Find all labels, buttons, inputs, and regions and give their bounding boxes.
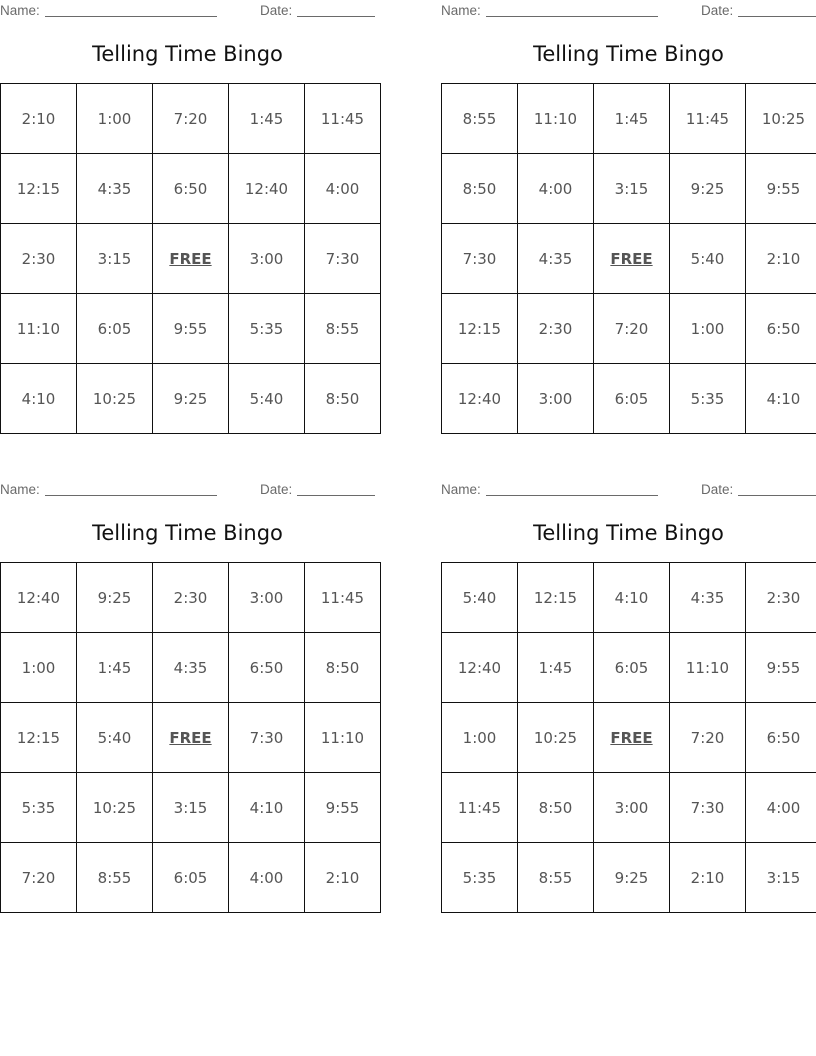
grid-cell: 5:40 (229, 364, 305, 434)
grid-cell: 5:40 (670, 224, 746, 294)
grid-cell: 6:05 (594, 364, 670, 434)
grid-cell: 9:55 (746, 633, 816, 703)
card-header (0, 0, 375, 20)
free-space-cell: FREE (153, 703, 229, 773)
grid-cell: 9:55 (305, 773, 381, 843)
grid-cell: 9:25 (670, 154, 746, 224)
grid-cell: 7:30 (442, 224, 518, 294)
grid-cell: 1:00 (77, 84, 153, 154)
grid-cell: 12:15 (442, 294, 518, 364)
grid-cell: 11:45 (670, 84, 746, 154)
bingo-card (0, 0, 375, 408)
grid-cell: 3:15 (77, 224, 153, 294)
grid-row (1, 364, 381, 434)
name-label: Name: (441, 482, 481, 497)
grid-cell: 1:00 (442, 703, 518, 773)
grid-cell: 3:00 (229, 224, 305, 294)
grid-cell: 6:50 (229, 633, 305, 703)
grid-row (1, 563, 381, 633)
grid-cell: 9:25 (77, 563, 153, 633)
date-label: Date: (701, 3, 734, 18)
grid-cell: 6:50 (153, 154, 229, 224)
grid-cell: 10:25 (77, 364, 153, 434)
grid-cell: 11:10 (670, 633, 746, 703)
name-label: Name: (441, 3, 481, 18)
grid-cell: 2:30 (746, 563, 816, 633)
date-line (297, 495, 375, 496)
grid-cell: 4:10 (229, 773, 305, 843)
grid-cell: 2:30 (153, 563, 229, 633)
grid-cell: 5:40 (442, 563, 518, 633)
grid-cell: 7:30 (229, 703, 305, 773)
grid-cell: 10:25 (77, 773, 153, 843)
grid-cell: 4:35 (518, 224, 594, 294)
grid-row (1, 224, 381, 294)
name-line (486, 16, 658, 17)
grid-cell: 12:15 (1, 154, 77, 224)
bingo-grid (441, 83, 816, 434)
grid-cell: 12:40 (1, 563, 77, 633)
grid-cell: 10:25 (518, 703, 594, 773)
grid-cell: 2:30 (518, 294, 594, 364)
grid-row (442, 633, 816, 703)
free-space-cell: FREE (594, 224, 670, 294)
grid-cell: 8:50 (305, 364, 381, 434)
grid-cell: 9:25 (594, 843, 670, 913)
bingo-card (0, 479, 375, 887)
grid-cell: 11:10 (518, 84, 594, 154)
grid-row (442, 224, 816, 294)
grid-cell: 9:25 (153, 364, 229, 434)
grid-cell: 1:00 (670, 294, 746, 364)
free-space-cell: FREE (153, 224, 229, 294)
date-line (738, 495, 816, 496)
grid-cell: 3:00 (518, 364, 594, 434)
grid-cell: 7:20 (153, 84, 229, 154)
grid-cell: 2:10 (305, 843, 381, 913)
grid-cell: 8:50 (442, 154, 518, 224)
grid-cell: 11:10 (305, 703, 381, 773)
name-label: Name: (0, 482, 40, 497)
card-title: Telling Time Bingo (92, 521, 283, 545)
card-title: Telling Time Bingo (533, 521, 724, 545)
grid-row (442, 364, 816, 434)
grid-cell: 8:50 (305, 633, 381, 703)
grid-cell: 3:00 (594, 773, 670, 843)
grid-cell: 8:55 (518, 843, 594, 913)
grid-cell: 1:45 (594, 84, 670, 154)
grid-cell: 6:50 (746, 703, 816, 773)
name-line (486, 495, 658, 496)
grid-row (1, 773, 381, 843)
grid-cell: 4:00 (518, 154, 594, 224)
free-space-cell: FREE (594, 703, 670, 773)
grid-cell: 11:45 (305, 563, 381, 633)
grid-cell: 1:45 (229, 84, 305, 154)
card-header (441, 479, 816, 499)
grid-cell: 8:55 (442, 84, 518, 154)
grid-cell: 4:00 (305, 154, 381, 224)
bingo-grid (0, 562, 381, 913)
grid-row (1, 84, 381, 154)
grid-cell: 3:15 (594, 154, 670, 224)
grid-cell: 5:35 (442, 843, 518, 913)
grid-row (1, 703, 381, 773)
grid-cell: 8:50 (518, 773, 594, 843)
grid-cell: 12:40 (442, 633, 518, 703)
grid-cell: 6:05 (153, 843, 229, 913)
grid-cell: 4:10 (594, 563, 670, 633)
grid-row (442, 154, 816, 224)
grid-cell: 12:40 (442, 364, 518, 434)
grid-row (442, 773, 816, 843)
grid-cell: 2:10 (746, 224, 816, 294)
grid-cell: 1:45 (518, 633, 594, 703)
grid-row (442, 843, 816, 913)
grid-cell: 1:45 (77, 633, 153, 703)
bingo-grid (441, 562, 816, 913)
grid-cell: 7:20 (594, 294, 670, 364)
grid-row (1, 633, 381, 703)
grid-cell: 7:30 (305, 224, 381, 294)
grid-cell: 8:55 (305, 294, 381, 364)
grid-cell: 5:35 (229, 294, 305, 364)
card-header (0, 479, 375, 499)
date-label: Date: (701, 482, 734, 497)
date-line (297, 16, 375, 17)
grid-row (442, 294, 816, 364)
grid-cell: 4:35 (77, 154, 153, 224)
grid-cell: 10:25 (746, 84, 816, 154)
grid-cell: 2:10 (1, 84, 77, 154)
grid-cell: 4:10 (746, 364, 816, 434)
grid-cell: 3:00 (229, 563, 305, 633)
grid-cell: 4:00 (746, 773, 816, 843)
grid-cell: 7:20 (1, 843, 77, 913)
grid-cell: 6:05 (594, 633, 670, 703)
grid-cell: 2:30 (1, 224, 77, 294)
grid-cell: 12:15 (518, 563, 594, 633)
grid-cell: 9:55 (746, 154, 816, 224)
grid-cell: 4:35 (670, 563, 746, 633)
grid-cell: 4:00 (229, 843, 305, 913)
card-title: Telling Time Bingo (533, 42, 724, 66)
grid-cell: 9:55 (153, 294, 229, 364)
grid-cell: 1:00 (1, 633, 77, 703)
grid-cell: 8:55 (77, 843, 153, 913)
grid-cell: 12:40 (229, 154, 305, 224)
name-line (45, 16, 217, 17)
card-header (441, 0, 816, 20)
grid-cell: 11:45 (305, 84, 381, 154)
grid-cell: 3:15 (153, 773, 229, 843)
name-label: Name: (0, 3, 40, 18)
grid-cell: 5:35 (670, 364, 746, 434)
grid-row (442, 563, 816, 633)
grid-cell: 6:05 (77, 294, 153, 364)
bingo-grid (0, 83, 381, 434)
name-line (45, 495, 217, 496)
grid-cell: 5:40 (77, 703, 153, 773)
bingo-card (441, 0, 816, 408)
grid-cell: 7:20 (670, 703, 746, 773)
grid-row (1, 294, 381, 364)
grid-row (442, 703, 816, 773)
grid-cell: 11:45 (442, 773, 518, 843)
grid-row (1, 154, 381, 224)
grid-cell: 2:10 (670, 843, 746, 913)
grid-row (442, 84, 816, 154)
bingo-card (441, 479, 816, 887)
grid-cell: 3:15 (746, 843, 816, 913)
grid-cell: 4:35 (153, 633, 229, 703)
grid-row (1, 843, 381, 913)
date-line (738, 16, 816, 17)
grid-cell: 6:50 (746, 294, 816, 364)
grid-cell: 7:30 (670, 773, 746, 843)
grid-cell: 5:35 (1, 773, 77, 843)
grid-cell: 4:10 (1, 364, 77, 434)
card-title: Telling Time Bingo (92, 42, 283, 66)
grid-cell: 11:10 (1, 294, 77, 364)
grid-cell: 12:15 (1, 703, 77, 773)
date-label: Date: (260, 3, 293, 18)
date-label: Date: (260, 482, 293, 497)
